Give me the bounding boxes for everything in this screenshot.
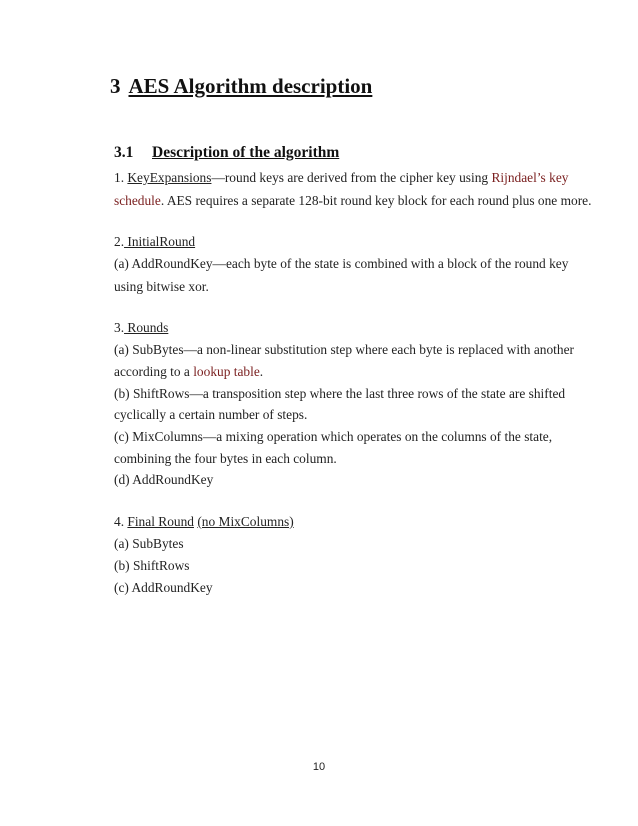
step4-a: (a) SubBytes	[114, 536, 184, 551]
step2-line-a: (a) AddRoundKey—each byte of the state is combined with a block of the round key	[114, 256, 569, 271]
step3-heading: 3. Rounds	[114, 320, 169, 335]
step3-d: (d) AddRoundKey	[114, 472, 214, 487]
subsection-heading	[114, 144, 339, 162]
no-mixcolumns-note: (no MixColumns)	[197, 514, 294, 529]
step1-line1: 1. KeyExpansions—round keys are derived from the cipher key using Rijndael’s key	[114, 170, 569, 185]
step3-b1: (b) ShiftRows—a transposition step where the last three rows of the state are shifted	[114, 386, 566, 401]
rijndael-key-link[interactable]: Rijndael’s key	[491, 170, 569, 185]
section-title: AES Algorithm description	[128, 74, 373, 98]
step2-line-b: using bitwise xor.	[114, 279, 209, 294]
schedule-link[interactable]: schedule	[114, 193, 161, 208]
keyexpansions-term: KeyExpansions	[127, 170, 212, 185]
step3-b2: cyclically a certain number of steps.	[114, 407, 308, 422]
step3-a2: according to a lookup table.	[114, 364, 264, 379]
lookup-table-link[interactable]: lookup table	[193, 364, 260, 379]
subsection-title: Description of the algorithm	[152, 144, 340, 161]
rounds-term: Rounds	[124, 320, 169, 335]
step1-line2: schedule. AES requires a separate 128-bit round key block for each round plus one more.	[114, 193, 592, 208]
final-round-term: Final Round	[127, 514, 194, 529]
step4-b: (b) ShiftRows	[114, 558, 190, 573]
section-heading	[110, 74, 372, 99]
step3-c1: (c) MixColumns—a mixing operation which operates on the columns of the state,	[114, 429, 553, 444]
section-number: 3	[110, 74, 121, 98]
step4-heading: 4. Final Round (no MixColumns)	[114, 514, 294, 529]
step3-a1: (a) SubBytes—a non-linear substitution step where each byte is replaced with another	[114, 342, 574, 357]
step2-heading: 2. InitialRound	[114, 234, 196, 249]
page-number: 10	[312, 761, 326, 773]
step3-c2: combining the four bytes in each column.	[114, 451, 337, 466]
initialround-term: InitialRound	[124, 234, 196, 249]
subsection-number: 3.1	[114, 144, 134, 161]
step4-c: (c) AddRoundKey	[114, 580, 213, 595]
